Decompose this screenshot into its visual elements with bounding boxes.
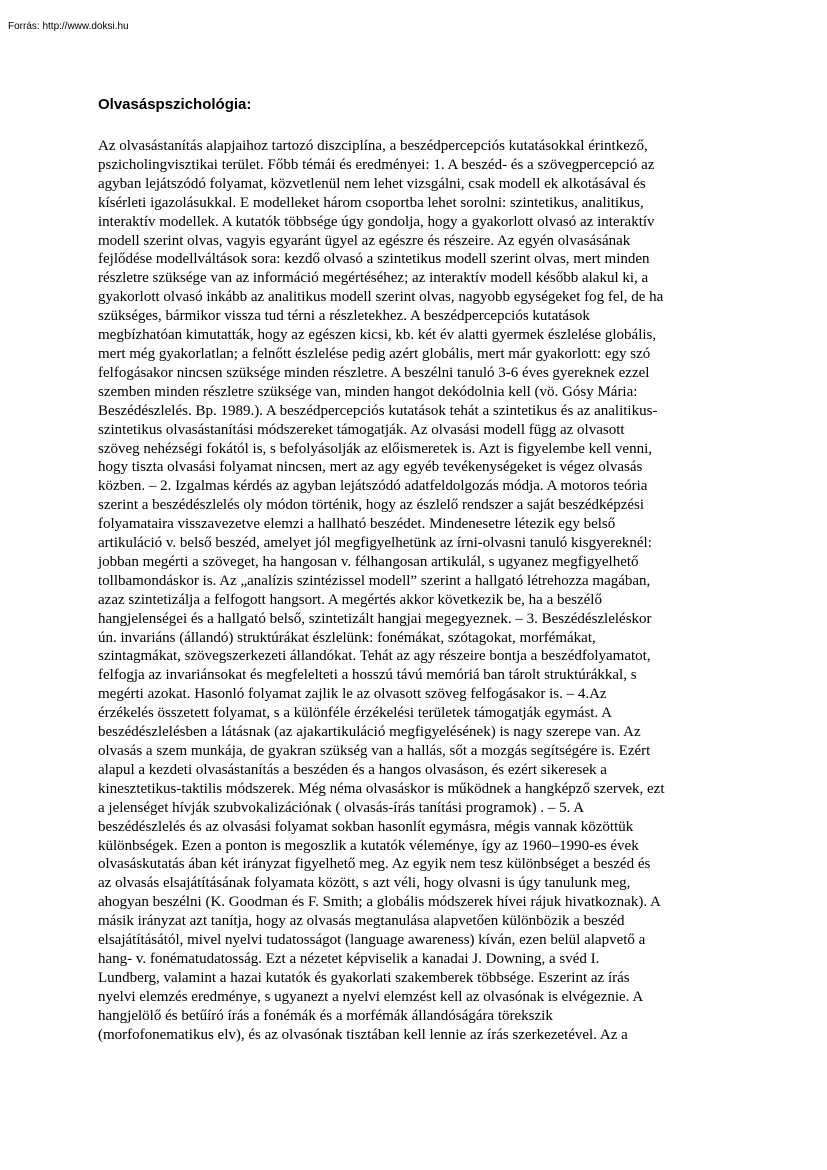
body-text-line: felfogja az invariánsokat és megfelelteti a hosszú távú memóriá ban tárolt struktúrákkal, s — [98, 667, 637, 684]
body-text-line: kinesztetikus-taktilis módszerek. Még néma olvasáskor is működnek a hangképző szervek, ezt — [98, 780, 665, 797]
body-text-line: beszédészlelésben a látásnak (az ajakartikuláció megfigyelésének) is nagy szerepe van. Az — [98, 724, 641, 741]
body-text-line: hangjelenségei és a hallgató belső, szintetizált hangjai megegyeznek. – 3. Beszédészleléskor — [98, 610, 652, 627]
body-text-line: elsajátításától, mivel nyelvi tudatosságot (language awareness) kíván, ezen belül alapvető a — [98, 932, 646, 949]
body-text-line: olvasáskutatás ában két irányzat figyelhető meg. Az egyik nem tesz különbséget a beszéd és — [98, 856, 651, 873]
body-text-line: szöveg nehézségi fokától is, s befolyásolják az előismeretek is. Azt is figyelembe kell venni, — [98, 440, 653, 457]
body-text-line: jobban megérti a szöveget, ha hangosan v. félhangosan artikulál, s ugyanez megfigyelhető — [98, 553, 639, 570]
body-text-line: szerint a beszédészlelés oly módon történik, hogy az észlelő rendszer a saját beszédképzési — [98, 497, 645, 514]
body-text-line: ún. invariáns (állandó) struktúrákat észlelünk: fonémákat, szótagokat, morfémákat, — [98, 629, 596, 646]
body-text-line: megérti azokat. Hasonló folyamat zajlik le az olvasott szöveg felfogásakor is. – 4.Az — [98, 686, 607, 703]
body-text-line: artikuláció v. belső beszéd, amelyet jól megfigyelhetünk az írni-olvasni tanuló kisgyereknél: — [98, 535, 652, 552]
body-text-line: közben. – 2. Izgalmas kérdés az agyban lejátszódó adatfeldolgozás módja. A motoros teória — [98, 478, 648, 495]
body-text-line: szintetikus olvasástanítási módszereket támogatják. Az olvasási modell függ az olvasott — [98, 421, 625, 438]
body-text-line: részletre szüksége van az információ megértéséhez; az interaktív modell később alakul ki, a — [98, 270, 649, 287]
body-text-line: fejlődése modellváltások sora: kezdő olvasó a szintetikus modell szerint olvas, mert minden — [98, 251, 650, 268]
body-text-line: agyban lejátszódó folyamat, közvetlenül nem lehet vizsgálni, csak modell ek alkotásával és — [98, 175, 646, 192]
body-text-line: tollbamondáskor is. Az „analízis szintézissel modell” szerint a hallgató létrehozza magában, — [98, 572, 651, 589]
document-body — [98, 137, 738, 1045]
body-text-line: szemben minden részletre szüksége van, minden hangot dekódolnia kell (vö. Gósy Mária: — [98, 383, 638, 400]
body-text-line: folyamataira visszavezetve elemzi a hallható beszédet. Mindenesetre létezik egy belső — [98, 516, 616, 533]
body-text-line: olvasás a szem munkája, de gyakran szükség van a hallás, sőt a mozgás segítségére is. Ezért — [98, 743, 651, 759]
body-text-line: szükséges, bármikor vissza tud térni a részletekhez. A beszédpercepciós kutatások — [98, 308, 590, 325]
body-text-line: felfogásakor nincsen szüksége minden részletre. A beszélni tanuló 3-6 éves gyereknek ezzel — [98, 364, 650, 381]
body-text-line: az olvasás elsajátításának folyamata között, s azt véli, hogy olvasni is úgy tanulunk meg, — [98, 875, 631, 892]
body-text-line: Beszédészlelés. Bp. 1989.). A beszédpercepciós kutatások tehát a szintetikus és az analitikus- — [98, 402, 658, 419]
body-text-line: hang- v. fonématudatosság. Ezt a nézetet képviselik a kanadai J. Downing, a svéd I. — [98, 950, 600, 967]
body-text-line: beszédészlelés és az olvasási folyamat sokban hasonlít egymásra, mégis vannak közöttük — [98, 818, 634, 835]
body-text-line: alapul a kezdeti olvasástanítás a beszéden és a hangos olvasáson, és ezért sikeresek a — [98, 761, 607, 778]
source-url-text: Forrás: http://www.doksi.hu — [8, 21, 129, 32]
body-text-line: azaz szintetizálja a felfogott hangsort. A megértés akkor következik be, ha a beszélő — [98, 591, 602, 608]
body-text-line: érzékelés összetett folyamat, s a különféle érzékelési területek támogatják egymást. A — [98, 705, 612, 722]
body-text-line: a jelenséget hívják szubvokalizációnak ( olvasás-írás tanítási programok) . – 5. A — [98, 799, 585, 816]
body-text-line: szintagmákat, szövegszerkezeti állandókat. Tehát az agy részeire bontja a beszédfolyamatot, — [98, 648, 651, 665]
body-text-line: pszicholingvisztikai terület. Főbb témái és eredményei: 1. A beszéd- és a szövegpercepció az — [98, 156, 655, 173]
body-text-line: Az olvasástanítás alapjaihoz tartozó diszciplína, a beszédpercepciós kutatásokkal érintkező, — [98, 138, 648, 154]
body-text-line: modell szerint olvas, vagyis egyaránt ügyel az egészre és részeire. Az egyén olvasásának — [98, 232, 631, 249]
body-text-line: Lundberg, valamint a hazai kutatók és gyakorlati szakemberek többsége. Eszerint az írás — [98, 969, 630, 986]
body-text-line: interaktív modellek. A kutatók többsége úgy gondolja, hogy a gyakorlott olvasó az interaktív — [98, 213, 655, 230]
body-text-line: nyelvi elemzés eredménye, s ugyanezt a nyelvi elemzést kell az olvasónak is elvégeznie. A — [98, 988, 644, 1005]
document-title: Olvasáspszichológia: — [98, 96, 252, 113]
body-text-line: megbízhatóan kimutatták, hogy az egészen kicsi, kb. két év alatti gyermek észlelése globális, — [98, 327, 657, 344]
body-text-line: különbségek. Ezen a ponton is megoszlik a kutatók véleménye, így az 1960–1990-es évek — [98, 837, 639, 854]
body-text-line: hangjelölő és betűíró írás a fonémák és a morfémák állandóságára törekszik — [98, 1007, 553, 1024]
body-text-line: gyakorlott olvasó inkább az analitikus modell szerint olvas, nagyobb egységeket fog fel, de ha — [98, 289, 664, 306]
body-text-line: (morfofonematikus elv), és az olvasónak tisztában kell lennie az írás szerkezetével. Az a — [98, 1026, 628, 1043]
body-text-line: ahogyan beszélni (K. Goodman és F. Smith; a globális módszerek hívei rájuk hivatkoznak). A — [98, 894, 661, 911]
body-text-line: mert még gyakorlatlan; a felnőtt észlelése pedig azért globális, mert már gyakorlott: egy szó — [98, 345, 651, 362]
body-text-line: kísérleti igazolásukkal. E modelleket három csoportba lehet sorolni: szintetikus, analitikus, — [98, 194, 644, 211]
body-text-line: másik irányzat azt tanítja, hogy az olvasás megtanulása alapvetően különbözik a beszéd — [98, 913, 625, 930]
body-text-line: hogy tiszta olvasási folyamat nincsen, mert az agy egyéb tevékenységeket is végez olvasás — [98, 459, 643, 476]
